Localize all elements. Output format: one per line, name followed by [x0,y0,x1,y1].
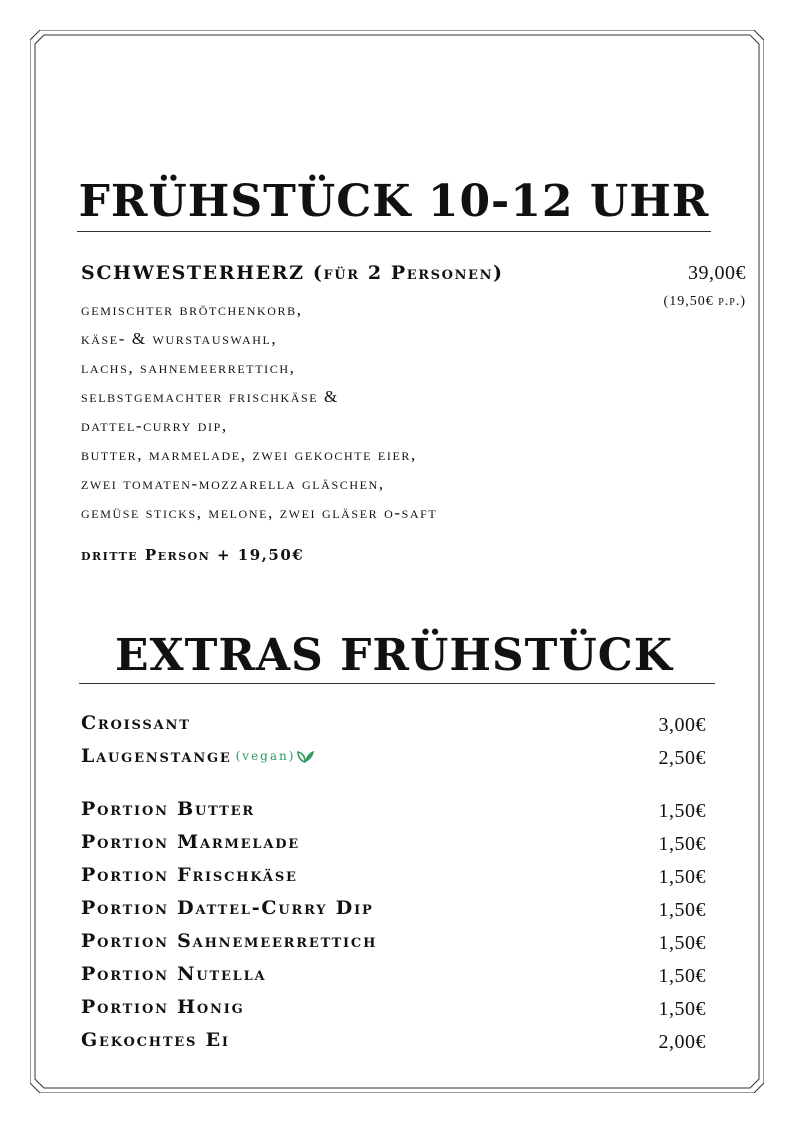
breakfast-heading-rule [77,231,711,232]
menu-item [81,963,706,996]
item-price: 3,00€ [658,714,706,736]
description-line: butter, marmelade, zwei gekochte eier, [81,445,417,464]
description-line: gemischter brötchenkorb, [81,300,303,319]
menu-item [81,897,706,930]
item-price: 1,50€ [658,800,706,822]
item-name: Croissant [81,712,191,734]
item-name: Portion Nutella [81,963,267,985]
item-name: Portion Butter [81,798,255,820]
item-name: Portion Frischkäse [81,864,298,886]
item-price: 1,50€ [658,899,706,921]
menu-item [81,831,706,864]
description-line: lachs, sahnemeerrettich, [81,358,296,377]
item-name: Portion Honig [81,996,245,1018]
item-name: Portion Sahnemeerrettich [81,930,378,952]
menu-item [81,864,706,897]
menu-item [81,996,706,1029]
item-price: 2,50€ [658,747,706,769]
item-price: 1,50€ [658,833,706,855]
menu-item [81,930,706,963]
description-line: selbstgemachter frischkäse & [81,387,339,406]
extras-heading: EXTRAS FRÜHSTÜCK [114,630,674,681]
extras-group-bakery [81,712,706,778]
description-line: dattel-curry dip, [81,416,228,435]
menu-item [81,712,706,745]
item-name: Laugenstange [81,745,232,767]
item-name: Gekochtes Ei [81,1029,230,1051]
extras-heading-rule [79,683,715,684]
item-price: 1,50€ [658,932,706,954]
description-line: käse- & wurstauswahl, [81,329,278,348]
item-price: 1,50€ [658,998,706,1020]
item-name-wrap [81,745,315,768]
item-name: Portion Marmelade [81,831,300,853]
extras-group-portions [81,798,706,1062]
package-title: SCHWESTERHERZ (für 2 Personen) [81,262,504,284]
menu-item [81,1029,706,1062]
package-price-per-person: (19,50€ p.p.) [663,294,746,309]
breakfast-heading: FRÜHSTÜCK 10-12 UHR [78,176,710,227]
description-line: gemüse sticks, melone, zwei gläser o-saft [81,503,438,522]
package-description [81,295,437,527]
leaf-icon [297,746,315,768]
item-price: 2,00€ [658,1031,706,1053]
item-price: 1,50€ [658,965,706,987]
description-line: zwei tomaten-mozzarella gläschen, [81,474,385,493]
vegan-tag: (vegan) [235,749,296,763]
package-price: 39,00€ [688,262,746,284]
item-price: 1,50€ [658,866,706,888]
extra-person-note: dritte Person + 19,50€ [81,546,305,564]
menu-item [81,745,706,778]
menu-item [81,798,706,831]
item-name: Portion Dattel-Curry Dip [81,897,374,919]
